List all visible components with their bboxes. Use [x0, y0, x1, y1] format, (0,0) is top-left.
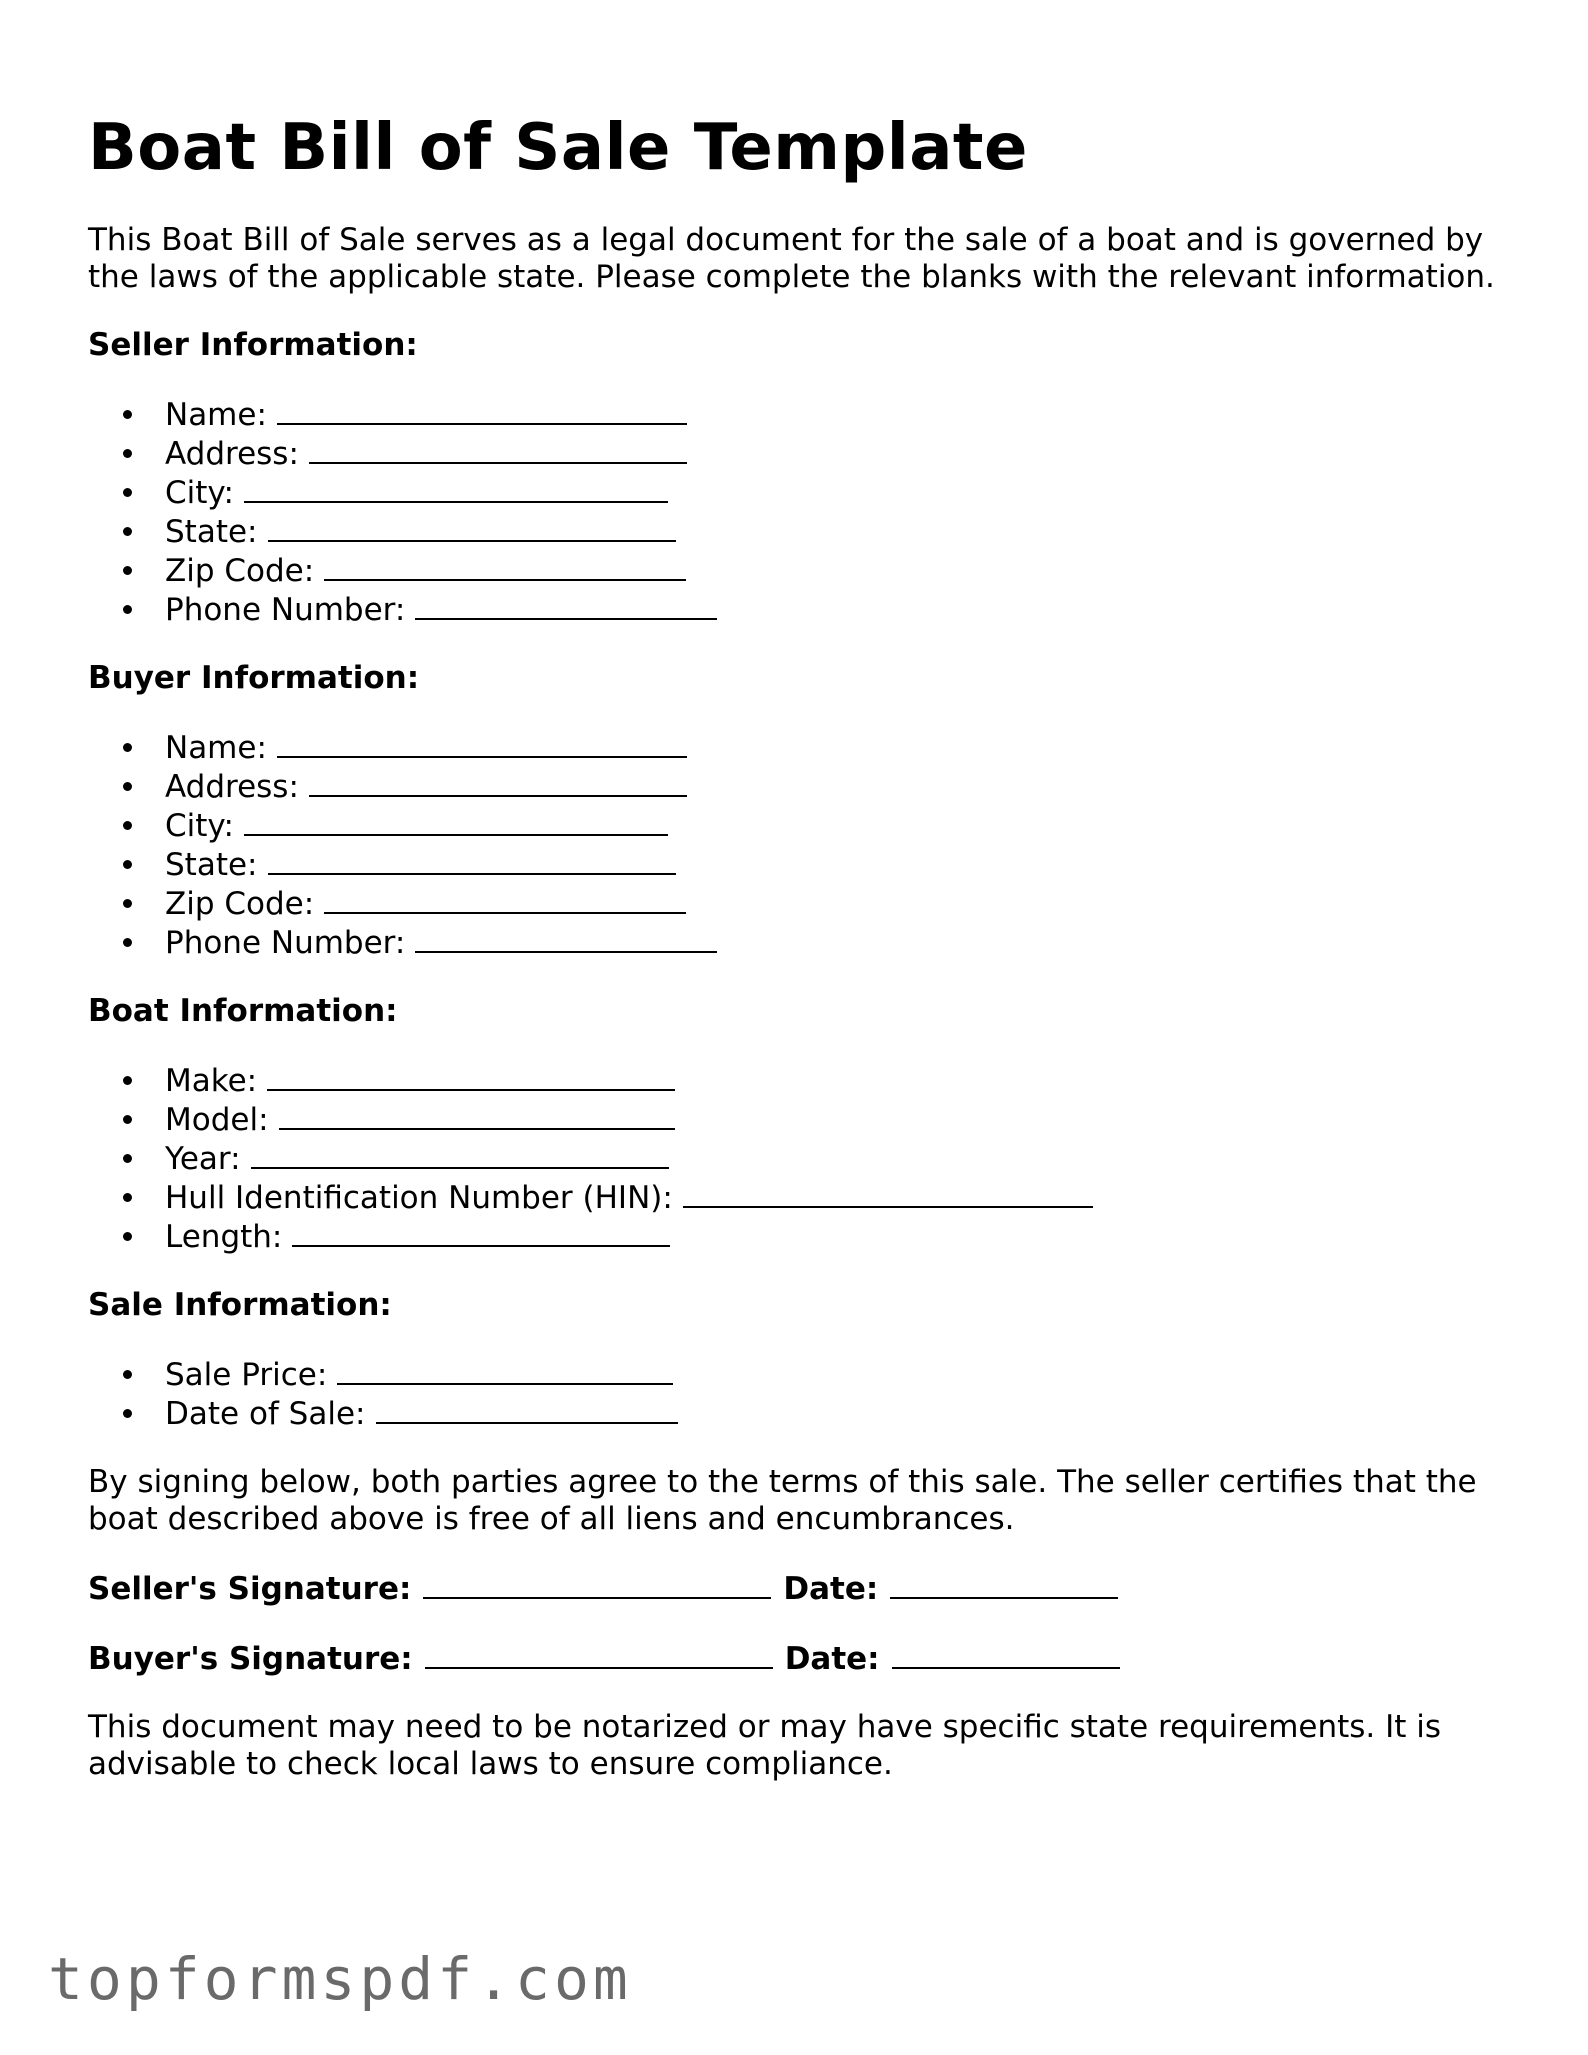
buyer-city-blank[interactable] [244, 806, 668, 836]
field-label: Phone Number: [165, 925, 406, 961]
seller-name-item [165, 395, 1508, 434]
field-label: Address: [165, 436, 299, 472]
buyer-address-blank[interactable] [309, 767, 687, 797]
seller-date-label: Date: [783, 1571, 879, 1607]
agreement-paragraph: By signing below, both parties agree to the terms of this sale. The seller certifies that the boat described above is free of all liens and encumbrances. [88, 1464, 1477, 1537]
field-label: Name: [165, 730, 267, 766]
seller-signature-label: Seller's Signature: [88, 1571, 412, 1607]
boat-field-list [88, 1061, 1508, 1256]
seller-date-blank[interactable] [890, 1569, 1118, 1599]
field-label: Phone Number: [165, 592, 406, 628]
field-label: Model: [165, 1102, 269, 1138]
seller-section-heading: Seller Information: [88, 327, 418, 363]
sale-date-blank[interactable] [376, 1394, 678, 1424]
site-watermark: topformspdf.com [48, 1945, 632, 2013]
buyer-state-blank[interactable] [268, 845, 676, 875]
seller-address-blank[interactable] [309, 434, 687, 464]
field-label: Name: [165, 397, 267, 433]
field-label: City: [165, 808, 234, 844]
buyer-field-list [88, 728, 1508, 962]
seller-zip-blank[interactable] [324, 551, 686, 581]
document-page [88, 108, 1508, 1814]
field-label: Hull Identification Number (HIN): [165, 1180, 673, 1216]
buyer-state-item [165, 845, 1508, 884]
field-label: State: [165, 514, 258, 550]
boat-section-heading: Boat Information: [88, 993, 398, 1029]
sale-price-item [165, 1355, 1508, 1394]
intro-paragraph: This Boat Bill of Sale serves as a legal document for the sale of a boat and is governed by the laws of the applicable state. Please complete the blanks with the relevant information. [88, 222, 1495, 295]
boat-year-blank[interactable] [251, 1139, 669, 1169]
field-label: Zip Code: [165, 886, 315, 922]
boat-year-item [165, 1139, 1508, 1178]
field-label: Zip Code: [165, 553, 315, 589]
field-label: Sale Price: [165, 1357, 328, 1393]
boat-length-item [165, 1217, 1508, 1256]
seller-state-item [165, 512, 1508, 551]
field-label: Year: [165, 1141, 241, 1177]
buyer-signature-blank[interactable] [425, 1639, 773, 1669]
buyer-signature-label: Buyer's Signature: [88, 1641, 413, 1677]
boat-model-item [165, 1100, 1508, 1139]
buyer-address-item [165, 767, 1508, 806]
field-label: Address: [165, 769, 299, 805]
sale-price-blank[interactable] [337, 1355, 673, 1385]
field-label: Length: [165, 1219, 283, 1255]
seller-signature-blank[interactable] [423, 1569, 771, 1599]
seller-address-item [165, 434, 1508, 473]
buyer-date-label: Date: [784, 1641, 880, 1677]
boat-make-blank[interactable] [267, 1061, 675, 1091]
buyer-name-blank[interactable] [277, 728, 687, 758]
boat-model-blank[interactable] [279, 1100, 675, 1130]
boat-length-blank[interactable] [292, 1217, 670, 1247]
boat-hin-blank[interactable] [683, 1178, 1093, 1208]
seller-signature-line [88, 1569, 1508, 1608]
boat-make-item [165, 1061, 1508, 1100]
sale-date-item [165, 1394, 1508, 1433]
buyer-phone-blank[interactable] [415, 923, 717, 953]
seller-state-blank[interactable] [268, 512, 676, 542]
seller-name-blank[interactable] [277, 395, 687, 425]
field-label: Date of Sale: [165, 1396, 366, 1432]
seller-phone-item [165, 590, 1508, 629]
seller-zip-item [165, 551, 1508, 590]
buyer-signature-line [88, 1639, 1508, 1678]
field-label: City: [165, 475, 234, 511]
field-label: Make: [165, 1063, 258, 1099]
buyer-name-item [165, 728, 1508, 767]
buyer-zip-item [165, 884, 1508, 923]
boat-hin-item [165, 1178, 1508, 1217]
document-title: Boat Bill of Sale Template [88, 111, 1028, 185]
field-label: State: [165, 847, 258, 883]
buyer-zip-blank[interactable] [324, 884, 686, 914]
buyer-date-blank[interactable] [892, 1639, 1120, 1669]
seller-city-item [165, 473, 1508, 512]
buyer-city-item [165, 806, 1508, 845]
seller-phone-blank[interactable] [415, 590, 717, 620]
buyer-section-heading: Buyer Information: [88, 660, 420, 696]
seller-city-blank[interactable] [244, 473, 668, 503]
compliance-note: This document may need to be notarized or may have specific state requirements. It is advisable to check local laws to ensure compliance. [88, 1709, 1442, 1782]
buyer-phone-item [165, 923, 1508, 962]
sale-field-list [88, 1355, 1508, 1433]
seller-field-list [88, 395, 1508, 629]
sale-section-heading: Sale Information: [88, 1287, 392, 1323]
